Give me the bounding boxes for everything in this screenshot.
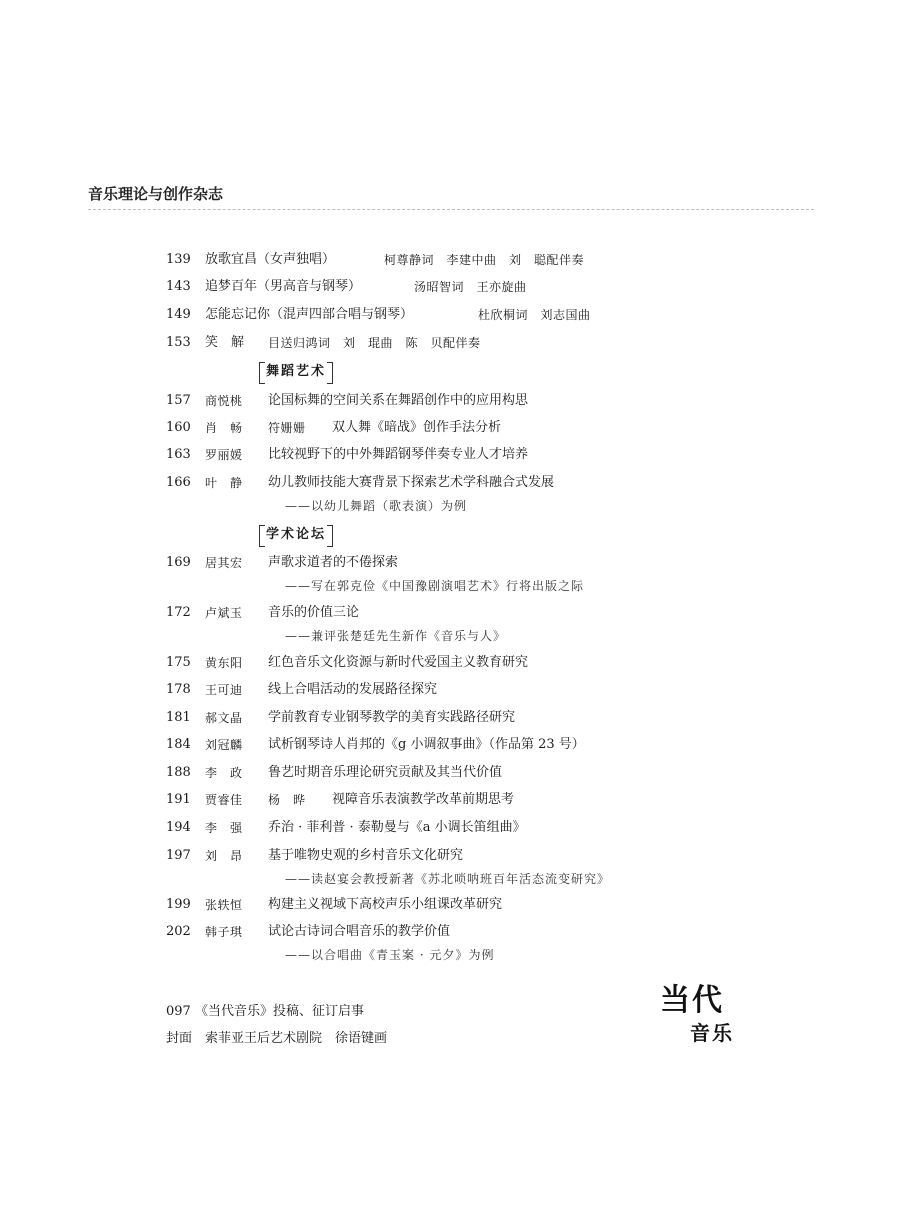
page-number: 157 [166,393,191,408]
page-number: 160 [166,420,191,435]
page-number: 163 [166,447,191,462]
page-number: 178 [166,682,191,697]
toc-entry[interactable] [0,473,900,493]
journal-header-title: 音乐理论与创作杂志 [88,185,224,203]
entry-title: 红色音乐文化资源与新时代爱国主义教育研究 [268,655,529,670]
cover-credit: 封面 索菲亚王后艺术剧院 徐语键画 [166,1031,388,1046]
toc-entry[interactable] [0,846,900,866]
entry-title: 怎能忘记你（混声四部合唱与钢琴） [205,307,414,322]
entry-title: 幼儿教师技能大赛背景下探索艺术学科融合式发展 [268,475,555,490]
entry-subtitle: ——兼评张楚廷先生新作《音乐与人》 [285,629,507,643]
toc-entry-subtitle [0,869,900,889]
entry-author: 叶 静 [205,476,243,490]
page-number: 153 [166,335,191,350]
entry-author: 韩子琪 [205,925,243,939]
entry-title: 鲁艺时期音乐理论研究贡献及其当代价值 [268,765,503,780]
entry-subtitle: ——读赵宴会教授新著《苏北唢呐班百年活态流变研究》 [285,872,611,886]
entry-author: 肖 畅 [205,421,243,435]
section-heading-dance [0,362,900,382]
entry-author: 卢斌玉 [205,606,243,620]
page-number: 169 [166,555,191,570]
page-number: 181 [166,710,191,725]
page-number: 166 [166,475,191,490]
page-number: 191 [166,792,191,807]
toc-entry-subtitle [0,576,900,596]
page-number: 139 [166,252,191,267]
toc-entry[interactable] [0,553,900,573]
toc-entry[interactable] [0,653,900,673]
entry-title: 乔治 · 菲利普 · 泰勒曼与《a 小调长笛组曲》 [268,820,526,835]
entry-title: 比较视野下的中外舞蹈钢琴伴奏专业人才培养 [268,447,529,462]
toc-entry[interactable] [0,305,900,325]
page-number: 194 [166,820,191,835]
entry-author: 张轶恒 [205,898,243,912]
page-number: 188 [166,765,191,780]
entry-author: 李 政 [205,766,243,780]
entry-author: 黄东阳 [205,656,243,670]
page-number: 143 [166,279,191,294]
magazine-logo [660,983,740,1053]
entry-title: 放歌宜昌（女声独唱） [205,252,336,267]
toc-entry[interactable] [0,818,900,838]
toc-entry[interactable] [0,250,900,270]
entry-credits: 杜欣桐词 刘志国曲 [478,308,591,322]
toc-entry-subtitle [0,626,900,646]
submission-notice[interactable]: 097 《当代音乐》投稿、征订启事 [166,1004,364,1019]
page-number: 197 [166,848,191,863]
page-number: 149 [166,307,191,322]
logo-line1: 当代 [660,983,724,1018]
toc-entry[interactable] [0,445,900,465]
entry-coauthor: 杨 晔 [268,793,306,807]
toc-entry[interactable] [0,333,900,353]
toc-entry-subtitle [0,945,900,965]
entry-title: 论国标舞的空间关系在舞蹈创作中的应用构思 [268,393,529,408]
toc-entry[interactable] [0,391,900,411]
entry-title: 追梦百年（男高音与钢琴） [205,279,362,294]
entry-credits: 柯尊静词 李建中曲 刘 聪配伴奏 [384,253,585,267]
entry-coauthor: 符姗姗 [268,421,306,435]
entry-author: 贾睿佳 [205,793,243,807]
entry-author: 罗丽媛 [205,448,243,462]
toc-entry[interactable] [0,735,900,755]
section-heading-forum [0,525,900,545]
entry-title: 学前教育专业钢琴教学的美育实践路径研究 [268,710,516,725]
toc-entry[interactable] [0,763,900,783]
entry-title: 构建主义视域下高校声乐小组课改革研究 [268,897,503,912]
entry-author: 居其宏 [205,556,243,570]
toc-entry[interactable] [0,790,900,810]
entry-author: 李 强 [205,821,243,835]
entry-credits: 汤昭智词 王亦旋曲 [414,280,527,294]
page-number: 175 [166,655,191,670]
entry-credits: 目送归鸿词 刘 琨曲 陈 贝配伴奏 [268,336,481,350]
toc-entry[interactable] [0,418,900,438]
entry-author: 刘 昂 [205,849,243,863]
section-label: 学术论坛 [262,525,330,545]
entry-title: 试论古诗词合唱音乐的教学价值 [268,924,451,939]
entry-title: 线上合唱活动的发展路径探究 [268,682,438,697]
entry-title: 笑 解 [205,335,245,350]
page-number: 184 [166,737,191,752]
page-number: 199 [166,897,191,912]
toc-entry[interactable] [0,922,900,942]
entry-subtitle: ——写在郭克俭《中国豫剧演唱艺术》行将出版之际 [285,579,585,593]
toc-entry[interactable] [0,603,900,623]
entry-author: 刘冠麟 [205,738,243,752]
entry-title: 音乐的价值三论 [268,605,360,620]
entry-title: 试析钢琴诗人肖邦的《g 小调叙事曲》（作品第 23 号） [268,737,585,752]
toc-entry-subtitle [0,496,900,516]
page-number: 172 [166,605,191,620]
entry-title: 双人舞《暗战》创作手法分析 [332,420,502,435]
section-label: 舞蹈艺术 [262,362,330,382]
entry-title: 声歌求道者的不倦探索 [268,555,399,570]
entry-subtitle: ——以幼儿舞蹈（歌表演）为例 [285,499,468,513]
logo-line2: 音乐 [690,1021,734,1045]
page-number: 202 [166,924,191,939]
toc-entry[interactable] [0,680,900,700]
entry-title: 基于唯物史观的乡村音乐文化研究 [268,848,464,863]
entry-author: 郝文晶 [205,711,243,725]
entry-subtitle: ——以合唱曲《青玉案 · 元夕》为例 [285,948,495,962]
toc-entry[interactable] [0,277,900,297]
toc-entry[interactable] [0,708,900,728]
toc-entry[interactable] [0,895,900,915]
entry-title: 视障音乐表演教学改革前期思考 [332,792,515,807]
entry-author: 王可迪 [205,683,243,697]
entry-author: 商悦桃 [205,394,243,408]
